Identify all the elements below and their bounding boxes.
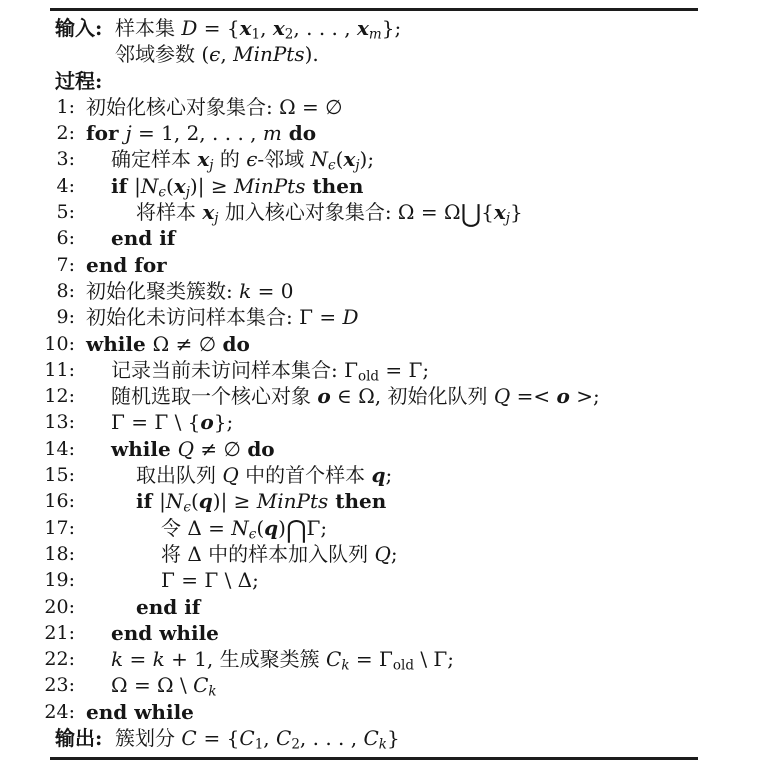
text-segment: 1 <box>251 26 261 43</box>
text-segment: k <box>152 647 165 672</box>
text-segment: if <box>111 173 135 198</box>
text-segment: N <box>165 489 184 514</box>
line-content <box>86 278 293 304</box>
text-segment: x <box>197 147 210 172</box>
header-content <box>115 41 319 67</box>
text-segment: D <box>342 305 359 330</box>
text-segment: MinPts <box>233 42 305 67</box>
text-segment: end if <box>136 594 201 619</box>
line-content <box>136 462 392 488</box>
line-number: 12: <box>44 385 75 408</box>
line-content <box>111 620 219 646</box>
line-23 <box>0 672 768 698</box>
line-number: 20: <box>44 595 75 618</box>
text-segment: }; <box>381 16 402 40</box>
text-segment: ϵ <box>328 157 336 174</box>
text-segment: end while <box>86 699 194 724</box>
line-content <box>86 304 359 330</box>
line-content <box>136 594 200 620</box>
section-label: 输出: <box>55 726 103 751</box>
text-segment: , <box>263 726 276 751</box>
line-number: 19: <box>44 569 75 592</box>
text-segment: k <box>341 657 350 674</box>
text-segment: 将 Δ 中的样本加入队列 <box>161 541 375 566</box>
section-label: 过程: <box>55 68 103 93</box>
text-segment: ; <box>390 541 398 566</box>
text-segment: then <box>305 173 364 198</box>
input-line-1 <box>0 15 768 41</box>
text-segment: x <box>272 16 285 40</box>
line-12 <box>0 383 768 409</box>
text-segment: x <box>493 200 506 225</box>
line-18 <box>0 541 768 567</box>
text-segment: j <box>214 210 219 227</box>
text-segment: old <box>392 657 414 674</box>
text-segment: Q <box>177 436 195 461</box>
text-segment: , . . . , <box>293 16 357 40</box>
text-segment: | <box>159 489 166 514</box>
text-segment: C <box>181 726 198 751</box>
line-number: 9: <box>56 306 75 329</box>
text-segment: while <box>111 436 178 461</box>
text-segment: Γ = Γ \ { <box>111 410 201 435</box>
line-10 <box>0 331 768 357</box>
line-number: 18: <box>44 542 75 565</box>
line-content <box>111 409 233 435</box>
text-segment: 加入核心对象集合: Ω = Ω <box>218 200 461 225</box>
text-segment: ( <box>256 515 265 540</box>
line-3 <box>0 146 768 172</box>
line-content <box>86 120 316 146</box>
line-number: 4: <box>56 174 75 197</box>
text-segment: ( <box>165 173 174 198</box>
line-7 <box>0 252 768 278</box>
text-segment: 确定样本 <box>111 147 198 172</box>
text-segment: end while <box>111 620 219 645</box>
text-segment: ). <box>304 42 319 67</box>
text-segment: j <box>355 157 360 174</box>
text-segment: 的 <box>213 147 247 172</box>
text-segment: = Γ <box>349 647 393 672</box>
line-8 <box>0 278 768 304</box>
text-segment: m <box>262 121 282 146</box>
text-segment: 2 <box>291 736 300 753</box>
text-segment: ⋂ <box>285 514 307 544</box>
text-segment: C <box>326 647 342 672</box>
text-segment: , . . . , <box>299 726 364 751</box>
line-number: 3: <box>56 148 75 171</box>
text-segment: 初始化未访问样本集合: Γ = <box>86 305 343 330</box>
text-segment: ) <box>278 515 286 540</box>
text-segment: do <box>247 436 275 461</box>
text-segment: =< <box>510 384 557 409</box>
text-segment: q <box>371 463 386 488</box>
line-11 <box>0 357 768 383</box>
text-segment: , <box>260 16 273 40</box>
text-segment: MinPts <box>256 489 329 514</box>
line-16 <box>0 488 768 514</box>
text-segment: j <box>209 157 214 174</box>
text-segment: 邻域参数 ( <box>115 42 210 67</box>
text-segment: Q <box>374 541 391 566</box>
text-segment: 初始化聚类簇数: <box>86 278 240 303</box>
text-segment: do <box>281 121 317 146</box>
top-rule <box>50 8 698 11</box>
line-content <box>111 225 175 251</box>
header-content <box>115 725 400 758</box>
line-number: 15: <box>44 464 75 487</box>
output-line <box>0 725 768 751</box>
line-20 <box>0 594 768 620</box>
text-segment: C <box>276 726 292 751</box>
text-segment: k <box>208 683 217 700</box>
text-segment: = <box>123 647 153 672</box>
line-content <box>86 331 250 357</box>
text-segment: do <box>222 331 250 356</box>
text-segment: ⋃ <box>460 199 482 229</box>
text-segment: m <box>368 26 382 43</box>
text-segment: k <box>111 647 124 672</box>
text-segment: 中的首个样本 <box>238 463 372 488</box>
line-9 <box>0 304 768 330</box>
line-number: 2: <box>56 122 75 145</box>
text-segment: }; <box>213 410 234 435</box>
text-segment: x <box>239 16 252 40</box>
text-segment: ∈ Ω, 初始化队列 <box>330 384 494 409</box>
text-segment: k <box>378 736 387 753</box>
line-13 <box>0 409 768 435</box>
text-segment: \ Γ; <box>413 647 455 672</box>
line-number: 14: <box>44 437 75 460</box>
line-15 <box>0 462 768 488</box>
line-22 <box>0 646 768 672</box>
text-segment: Q <box>222 463 239 488</box>
text-segment: = 1, 2, . . . , <box>131 121 263 146</box>
line-number: 17: <box>44 516 75 539</box>
text-segment: q <box>264 515 279 540</box>
text-segment: , <box>220 42 234 67</box>
text-segment: 随机选取一个核心对象 <box>111 384 318 409</box>
text-segment: ϵ <box>248 526 257 543</box>
text-segment: N <box>231 515 249 540</box>
text-segment: 记录当前未访问样本集合: Γ <box>111 357 358 382</box>
line-number: 8: <box>56 279 75 302</box>
text-segment: 初始化核心对象集合: Ω = ∅ <box>86 94 343 119</box>
text-segment: | <box>134 173 141 198</box>
input-line-2 <box>0 41 768 67</box>
algorithm-body <box>0 15 768 751</box>
text-segment: ); <box>359 147 375 172</box>
text-segment: Γ = Γ \ Δ; <box>161 568 259 593</box>
text-segment: ϵ <box>183 499 191 516</box>
text-segment: j <box>125 121 132 146</box>
text-segment: Q <box>493 384 511 409</box>
text-segment: k <box>239 278 252 303</box>
line-number: 1: <box>56 95 75 118</box>
line-2 <box>0 120 768 146</box>
text-segment: >; <box>569 384 600 409</box>
line-6 <box>0 225 768 251</box>
line-number: 6: <box>56 227 75 250</box>
text-segment: 将样本 <box>136 200 203 225</box>
text-segment: o <box>200 410 214 435</box>
line-17 <box>0 514 768 544</box>
text-segment: Ω = Ω \ <box>111 673 194 698</box>
text-segment: x <box>173 173 186 198</box>
text-segment: end for <box>86 252 167 277</box>
text-segment: 2 <box>284 26 294 43</box>
text-segment: -邻域 <box>257 147 311 172</box>
text-segment: j <box>185 184 190 201</box>
text-segment: j <box>505 210 510 227</box>
text-segment: = { <box>197 16 240 40</box>
line-number: 13: <box>44 411 75 434</box>
text-segment: q <box>198 489 213 514</box>
line-number: 5: <box>56 201 75 224</box>
line-5 <box>0 199 768 229</box>
text-segment: C <box>193 673 209 698</box>
process-label <box>0 68 768 94</box>
text-segment: end if <box>111 226 176 251</box>
line-content <box>86 252 167 278</box>
line-number: 10: <box>44 332 75 355</box>
line-14 <box>0 436 768 462</box>
text-segment: = 0 <box>251 278 294 303</box>
section-label: 输入: <box>55 16 103 40</box>
line-content <box>86 699 194 725</box>
line-1 <box>0 94 768 120</box>
line-24 <box>0 699 768 725</box>
text-segment: { <box>481 200 494 225</box>
text-segment: 令 Δ = <box>161 515 232 540</box>
text-segment: for <box>86 121 126 146</box>
text-segment: 1 <box>254 736 264 753</box>
text-segment: ≠ ∅ <box>194 436 248 461</box>
text-segment: N <box>140 173 159 198</box>
text-segment: ϵ <box>246 147 258 172</box>
line-number: 21: <box>44 621 75 644</box>
text-segment: ; <box>385 463 393 488</box>
line-number: 11: <box>44 358 75 381</box>
line-content <box>111 383 600 409</box>
bottom-rule <box>50 757 698 760</box>
text-segment: ( <box>190 489 199 514</box>
text-segment: Ω ≠ ∅ <box>152 331 223 356</box>
text-segment: then <box>328 489 387 514</box>
line-content <box>111 436 275 462</box>
text-segment: D <box>181 16 198 40</box>
line-19 <box>0 567 768 593</box>
text-segment: ϵ <box>209 42 221 67</box>
text-segment: } <box>386 726 400 751</box>
text-segment: C <box>239 726 255 751</box>
text-segment: x <box>202 200 215 225</box>
text-segment: old <box>357 368 380 385</box>
text-segment: o <box>556 384 570 409</box>
text-segment: )| ≥ <box>189 173 234 198</box>
text-segment: 簇划分 <box>115 726 182 751</box>
text-segment: Γ; <box>306 515 328 540</box>
text-segment: x <box>356 16 369 40</box>
text-segment: MinPts <box>233 173 306 198</box>
text-segment: = Γ; <box>379 357 430 382</box>
text-segment: ϵ <box>158 184 166 201</box>
line-21 <box>0 620 768 646</box>
line-content <box>161 541 398 567</box>
text-segment: o <box>317 384 331 409</box>
line-content <box>86 94 343 120</box>
text-segment: )| ≥ <box>212 489 257 514</box>
text-segment: 取出队列 <box>136 463 223 488</box>
text-segment: N <box>310 147 329 172</box>
text-segment: if <box>136 489 160 514</box>
text-segment: 样本集 <box>115 16 182 40</box>
line-4 <box>0 173 768 199</box>
text-segment: x <box>343 147 356 172</box>
text-segment: + 1, 生成聚类簇 <box>164 647 327 672</box>
text-segment: C <box>363 726 379 751</box>
line-number: 24: <box>44 700 75 723</box>
text-segment: = { <box>197 726 240 751</box>
line-number: 22: <box>44 648 75 671</box>
text-segment: while <box>86 331 153 356</box>
line-number: 16: <box>44 490 75 513</box>
line-number: 7: <box>56 253 75 276</box>
text-segment: ( <box>335 147 344 172</box>
line-number: 23: <box>44 674 75 697</box>
text-segment: } <box>509 200 523 225</box>
line-content <box>161 567 259 593</box>
